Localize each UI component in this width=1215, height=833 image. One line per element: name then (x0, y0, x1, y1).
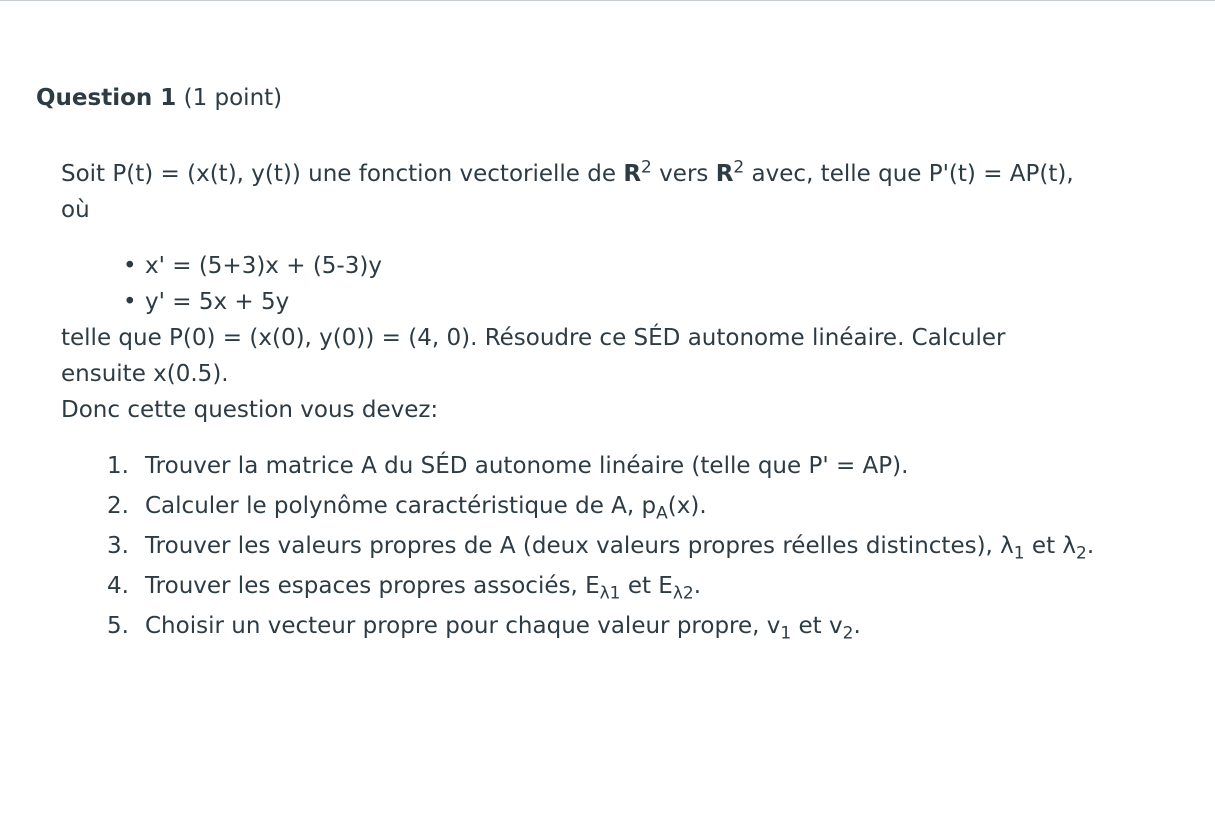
list-item (107, 606, 1196, 646)
list-item (107, 526, 1196, 566)
exponent: 2 (641, 157, 652, 178)
list-item (107, 486, 1196, 526)
question-intro (61, 156, 1081, 228)
subscript: 2 (1076, 543, 1087, 564)
step-text: Trouver les espaces propres associés, E (145, 573, 600, 599)
step-text: et v (791, 613, 843, 639)
step-text: Choisir un vecteur propre pour chaque valeur propre, v (145, 613, 781, 639)
subscript: λ2 (672, 583, 694, 604)
list-item (107, 446, 1196, 486)
intro-text-3: avec, telle que P'(t) = AP(t), où (61, 161, 1074, 223)
question-header (36, 78, 1196, 118)
list-item (123, 248, 1196, 284)
step-text: . (853, 613, 861, 639)
list-item (123, 284, 1196, 320)
step-text: Trouver les valeurs propres de A (deux valeurs propres réelles distinctes), λ (145, 533, 1014, 559)
real-set-symbol: R (715, 161, 734, 187)
subscript: 1 (1013, 543, 1025, 564)
subscript: λ1 (599, 583, 621, 604)
step-text: Calculer le polynôme caractéristique de A, p (145, 493, 657, 519)
subscript: 1 (780, 623, 792, 644)
question-1 (36, 78, 1196, 646)
step-text: . (693, 573, 702, 599)
question-points: (1 point) (183, 85, 283, 111)
equation-x: x' = (5+3)x + (5-3)y (145, 253, 382, 279)
subscript: 2 (842, 623, 854, 644)
step-text: et λ (1024, 533, 1077, 559)
list-item (107, 566, 1196, 606)
initial-condition: telle que P(0) = (x(0), y(0)) = (4, 0). Résoudre ce SÉD autonome linéaire. Calculer ensuite x(0.5). (61, 325, 1006, 387)
steps-lead: Donc cette question vous devez: (61, 397, 439, 423)
question-title: Question 1 (36, 85, 177, 111)
step-number: 4. (107, 573, 129, 599)
step-text: . (1086, 533, 1095, 559)
steps-list (61, 446, 1196, 646)
subscript: A (656, 503, 668, 524)
intro-text-1: Soit P(t) = (x(t), y(t)) une fonction vectorielle de (61, 161, 624, 187)
equation-list (61, 248, 1196, 320)
top-divider (0, 0, 1215, 1)
step-text: et E (620, 573, 673, 599)
step-number: 2. (107, 493, 129, 519)
question-body (61, 156, 1196, 646)
bullet: • (123, 253, 137, 279)
real-set-symbol: R (623, 161, 642, 187)
equation-y: y' = 5x + 5y (145, 289, 290, 315)
bullet: • (123, 289, 137, 315)
step-text: Trouver la matrice A du SÉD autonome linéaire (telle que P' = AP). (145, 453, 909, 479)
intro-text-2: vers (651, 161, 716, 187)
step-number: 5. (107, 613, 129, 639)
step-number: 3. (107, 533, 129, 559)
step-number: 1. (107, 453, 129, 479)
step-text: (x). (667, 493, 707, 519)
exponent: 2 (733, 157, 745, 178)
